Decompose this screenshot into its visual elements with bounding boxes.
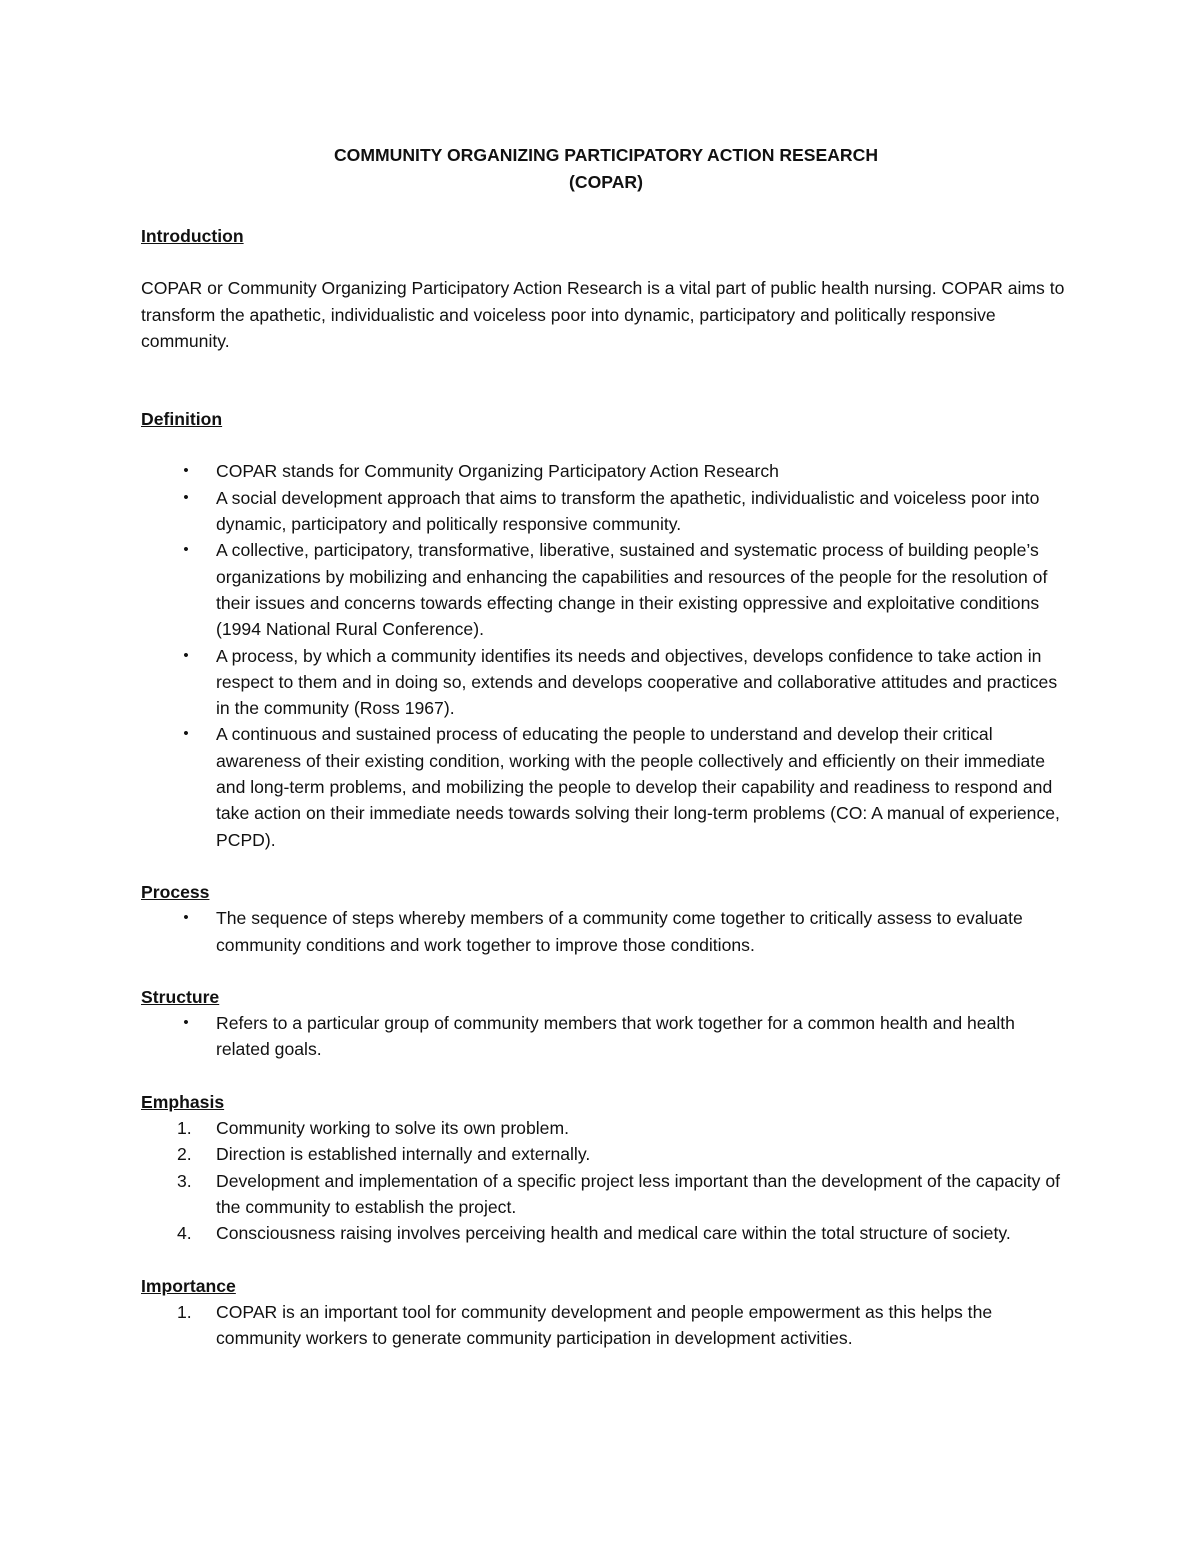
definition-heading: Definition xyxy=(141,409,223,430)
bullet-icon: • xyxy=(183,1014,189,1032)
introduction-heading: Introduction xyxy=(141,226,244,246)
document-body xyxy=(141,142,1071,1351)
spacer xyxy=(141,1247,1071,1273)
structure-heading: Structure xyxy=(141,986,220,1007)
spacer xyxy=(141,249,1071,275)
list-number: 1. xyxy=(177,1301,192,1322)
structure-item-text: Refers to a particular group of community members that work together for a common health and health related goals. xyxy=(216,1013,1015,1060)
spacer xyxy=(141,958,1071,984)
emphasis-item-text: Development and implementation of a specific project less important than the development of the capacity of the community to establish the project. xyxy=(216,1170,1060,1217)
importance-item-text: COPAR is an important tool for community development and people empowerment as this helps the community workers to generate community participation in development activities. xyxy=(216,1301,993,1349)
process-list xyxy=(141,905,1071,958)
structure-list xyxy=(141,1010,1071,1063)
emphasis-item xyxy=(141,1168,1071,1221)
emphasis-item xyxy=(141,1220,1071,1246)
emphasis-item-text: Direction is established internally and externally. xyxy=(216,1144,591,1165)
spacer xyxy=(141,853,1071,879)
emphasis-item-text: Consciousness raising involves perceiving health and medical care within the total structure of society. xyxy=(216,1223,1011,1244)
definition-item-text: A process, by which a community identifies its needs and objectives, develops confidence to take action in respect to them and in doing so, extends and develops cooperative and collaborative attitudes and practices in the community (Ross 1967). xyxy=(216,645,1058,719)
definition-item-text: COPAR stands for Community Organizing Participatory Action Research xyxy=(216,461,779,482)
bullet-icon: • xyxy=(183,909,189,927)
importance-heading: Importance xyxy=(141,1275,236,1296)
spacer xyxy=(141,432,1071,458)
bullet-icon: • xyxy=(183,725,189,743)
emphasis-list xyxy=(141,1115,1071,1246)
list-number: 3. xyxy=(177,1170,192,1191)
structure-item xyxy=(141,1010,1071,1063)
definition-item-text: A social development approach that aims to transform the apathetic, individualistic and voiceless poor into dynamic, participatory and politically responsive community. xyxy=(216,487,1040,535)
definition-item-text: A collective, participatory, transformative, liberative, sustained and systematic process of building people’s organizations by mobilizing and enhancing the capabilities and resources of the people for the resolution of their issues and concerns towards effecting change in their existing oppressive and exploitative conditions (1994 National Rural Conference). xyxy=(216,540,1048,640)
definition-item xyxy=(141,537,1071,642)
document-subtitle: (COPAR) xyxy=(569,172,643,192)
definition-list xyxy=(141,458,1071,852)
emphasis-heading: Emphasis xyxy=(141,1091,225,1112)
spacer xyxy=(141,1063,1071,1089)
definition-item xyxy=(141,721,1071,852)
introduction-paragraph: COPAR or Community Organizing Participatory Action Research is a vital part of public health nursing. COPAR aims to transform the apathetic, individualistic and voiceless poor into dynamic, participatory and politically responsive community. xyxy=(141,278,1065,351)
definition-item xyxy=(141,643,1071,722)
emphasis-item xyxy=(141,1115,1071,1141)
bullet-icon: • xyxy=(183,646,189,664)
process-heading: Process xyxy=(141,881,210,902)
bullet-icon: • xyxy=(183,541,189,559)
emphasis-item-text: Community working to solve its own problem. xyxy=(216,1118,569,1139)
spacer xyxy=(141,354,1071,406)
bullet-icon: • xyxy=(183,488,189,506)
list-number: 2. xyxy=(177,1144,192,1165)
document-title: COMMUNITY ORGANIZING PARTICIPATORY ACTION RESEARCH xyxy=(333,145,879,165)
list-number: 4. xyxy=(177,1223,192,1244)
definition-item xyxy=(141,485,1071,538)
importance-item xyxy=(141,1299,1071,1352)
emphasis-item xyxy=(141,1141,1071,1167)
definition-item xyxy=(141,458,1071,484)
process-item-text: The sequence of steps whereby members of a community come together to critically assess to evaluate community conditions and work together to improve those conditions. xyxy=(216,908,1023,955)
importance-list xyxy=(141,1299,1071,1352)
spacer xyxy=(141,196,1071,223)
process-item xyxy=(141,905,1071,958)
definition-item-text: A continuous and sustained process of educating the people to understand and develop their critical awareness of their existing condition, working with the people collectively and efficiently on their immediate and long-term problems, and mobilizing the people to develop their capability and readiness to respond and take action on their immediate needs towards solving their long-term problems (CO: A manual of experience, PCPD). xyxy=(216,724,1060,850)
bullet-icon: • xyxy=(183,462,189,480)
list-number: 1. xyxy=(177,1118,192,1139)
